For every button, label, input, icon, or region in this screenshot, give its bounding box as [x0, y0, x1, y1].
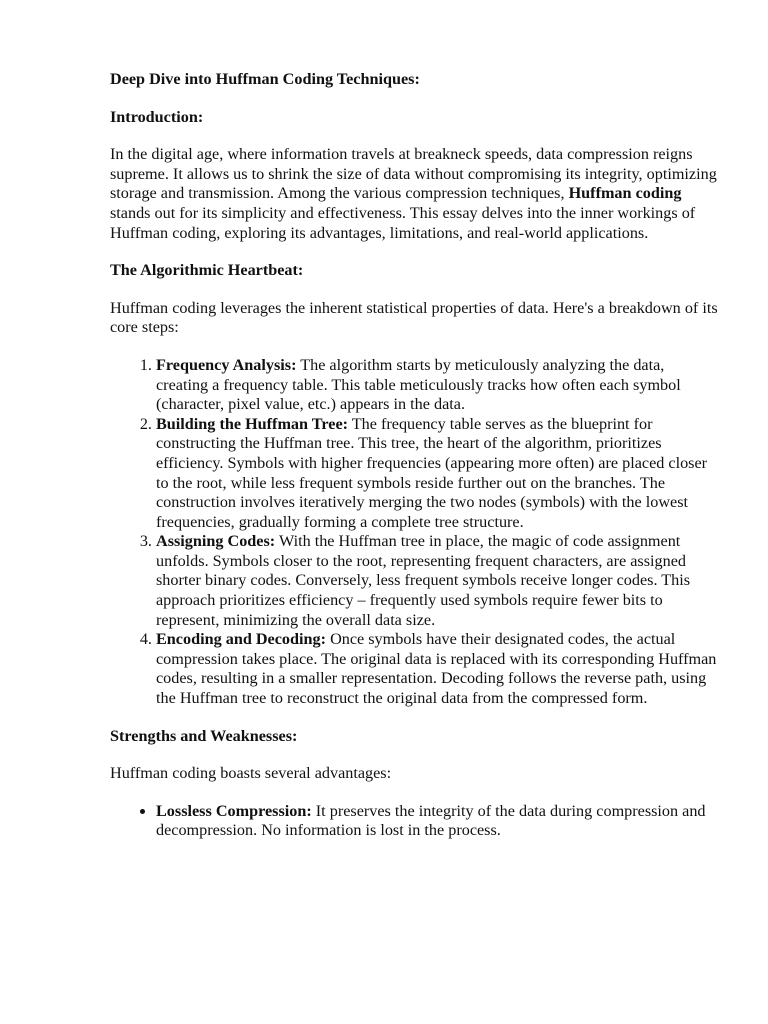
list-item — [156, 532, 720, 630]
introduction-text-start: In the digital age, where information travels at breakneck speeds, data compression reigns supreme. It allows us to shrink the size of data without compromising its integrity, optimizing storage and transmission. Among the various compression techniques, — [110, 145, 717, 203]
step-text: With the Huffman tree in place, the magic of code assignment unfolds. Symbols closer to the root, representing frequent characters, are assigned shorter binary codes. Conversely, less frequent symbols receive longer codes. This approach prioritizes efficiency – frequently used symbols require fewer bits to represent, minimizing the overall data size. — [156, 532, 691, 629]
advantage-text: It preserves the integrity of the data during compression and decompression. No information is lost in the process. — [156, 801, 706, 840]
list-item — [156, 415, 720, 533]
algorithm-steps-list — [110, 356, 720, 709]
section-heading-strengths: Strengths and Weaknesses: — [110, 726, 298, 745]
list-item — [156, 630, 720, 708]
advantages-list — [110, 802, 720, 841]
section-heading-algorithm: The Algorithmic Heartbeat: — [110, 261, 304, 280]
introduction-paragraph — [110, 145, 720, 243]
list-item — [156, 802, 720, 841]
introduction-text-end: stands out for its simplicity and effectiveness. This essay delves into the inner workings of Huffman coding, exploring its advantages, limitations, and real-world applications. — [110, 203, 696, 242]
algorithm-intro-paragraph: Huffman coding leverages the inherent statistical properties of data. Here's a breakdown of its core steps: — [110, 298, 718, 337]
huffman-coding-term: Huffman coding — [568, 184, 682, 203]
step-text: The algorithm starts by meticulously analyzing the data, creating a frequency table. This table meticulously tracks how often each symbol (character, pixel value, etc.) appears in the data. — [156, 355, 681, 414]
step-text: Once symbols have their designated codes, the actual compression takes place. The original data is replaced with its corresponding Huffman codes, resulting in a smaller representation. Decoding follows the reverse path, using the Huffman tree to reconstruct the original data from the compressed form. — [156, 630, 717, 708]
step-term: Frequency Analysis: — [156, 355, 297, 374]
document-page — [110, 70, 720, 859]
section-heading-introduction: Introduction: — [110, 107, 204, 126]
list-item — [156, 356, 720, 415]
step-text: The frequency table serves as the blueprint for constructing the Huffman tree. This tree, the heart of the algorithm, prioritizes efficiency. Symbols with higher frequencies (appearing more often) are placed closer to the root, while less frequent symbols reside further out on the branches. The construction involves iteratively merging the two nodes (symbols) with the lowest frequencies, gradually forming a complete tree structure. — [156, 414, 708, 531]
document-title: Deep Dive into Huffman Coding Techniques: — [110, 70, 420, 88]
step-term: Assigning Codes: — [156, 532, 276, 551]
strengths-intro-paragraph: Huffman coding boasts several advantages: — [110, 764, 392, 783]
step-term: Building the Huffman Tree: — [156, 414, 349, 433]
step-term: Encoding and Decoding: — [156, 630, 327, 649]
advantage-term: Lossless Compression: — [156, 801, 312, 820]
